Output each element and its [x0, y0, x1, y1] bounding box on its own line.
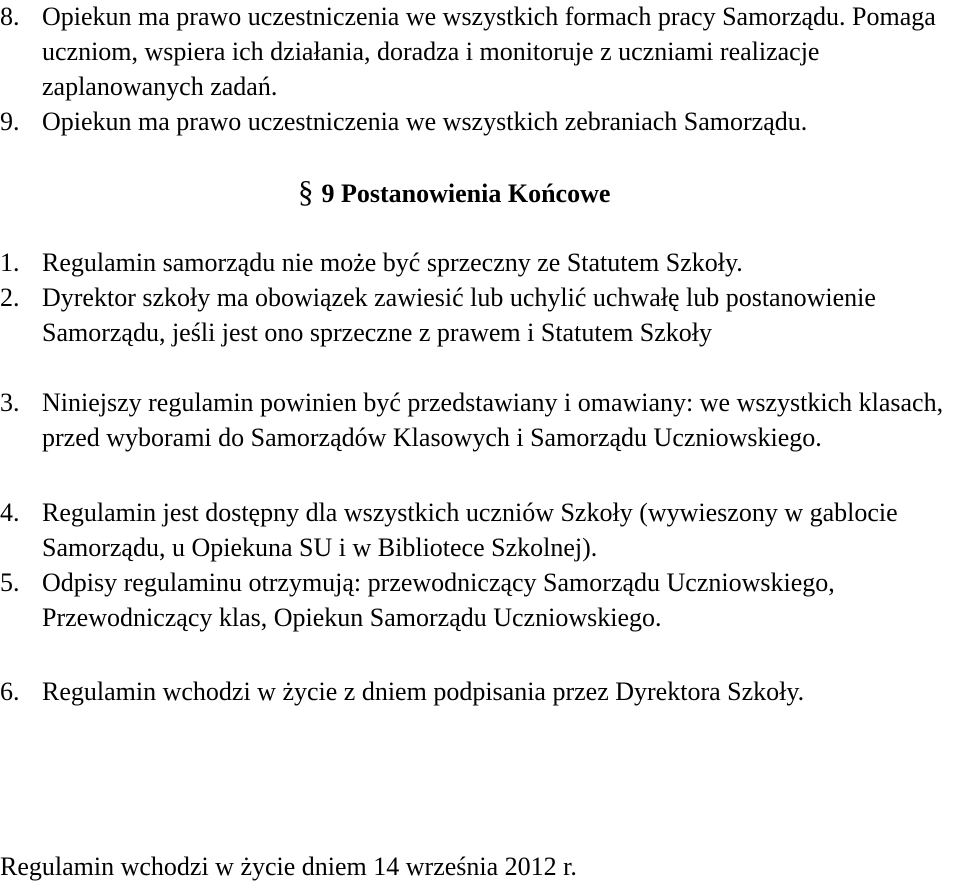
- list-item-number: 8.: [0, 2, 20, 31]
- effective-date-note: Regulamin wchodzi w życie dniem 14 września 2012 r.: [0, 852, 577, 881]
- list-item-text: Opiekun ma prawo uczestniczenia we wszystkich zebraniach Samorządu.: [42, 107, 808, 136]
- list-item-text: Odpisy regulaminu otrzymują: przewodniczący Samorządu Uczniowskiego, Przewodniczący klas, Opiekun Samorządu Uczniowskiego.: [42, 568, 835, 632]
- final-item-1: [0, 245, 958, 280]
- list-item-text: Niniejszy regulamin powinien być przedstawiany i omawiany: we wszystkich klasach, przed wyborami do Samorządów Klasowych i Samorządu Uczniowskiego.: [42, 388, 944, 452]
- list-item-number: 1.: [0, 248, 20, 277]
- list-item-text: Regulamin jest dostępny dla wszystkich uczniów Szkoły (wywieszony w gablocie Samorządu, u Opiekuna SU i w Bibliotece Szkolnej).: [42, 498, 898, 562]
- list-item-number: 3.: [0, 388, 20, 417]
- final-item-6: [0, 674, 958, 709]
- final-item-2: [0, 280, 958, 350]
- list-item-text: Opiekun ma prawo uczestniczenia we wszystkich formach pracy Samorządu. Pomaga uczniom, wspiera ich działania, doradza i monitoruje z uczniami realizacje zaplanowanych zadań.: [42, 2, 936, 101]
- section-symbol: §: [298, 174, 314, 209]
- list-item-number: 6.: [0, 677, 20, 706]
- list-item-text: Dyrektor szkoły ma obowiązek zawiesić lub uchylić uchwałę lub postanowienie Samorządu, jeśli jest ono sprzeczne z prawem i Statutem Szkoły: [42, 283, 876, 347]
- section-heading: [298, 172, 610, 214]
- final-item-4: [0, 495, 958, 565]
- final-item-3: [0, 385, 958, 455]
- final-item-5: [0, 565, 958, 635]
- section-title: 9 Postanowienia Końcowe: [321, 179, 611, 208]
- list-item-8: [0, 0, 958, 104]
- list-item-number: 5.: [0, 568, 20, 597]
- list-item-number: 9.: [0, 107, 20, 136]
- list-item-text: Regulamin wchodzi w życie z dniem podpisania przez Dyrektora Szkoły.: [42, 677, 805, 706]
- list-item-9: [0, 104, 958, 139]
- list-item-number: 2.: [0, 283, 20, 312]
- list-item-text: Regulamin samorządu nie może być sprzeczny ze Statutem Szkoły.: [42, 248, 743, 277]
- list-item-number: 4.: [0, 498, 20, 527]
